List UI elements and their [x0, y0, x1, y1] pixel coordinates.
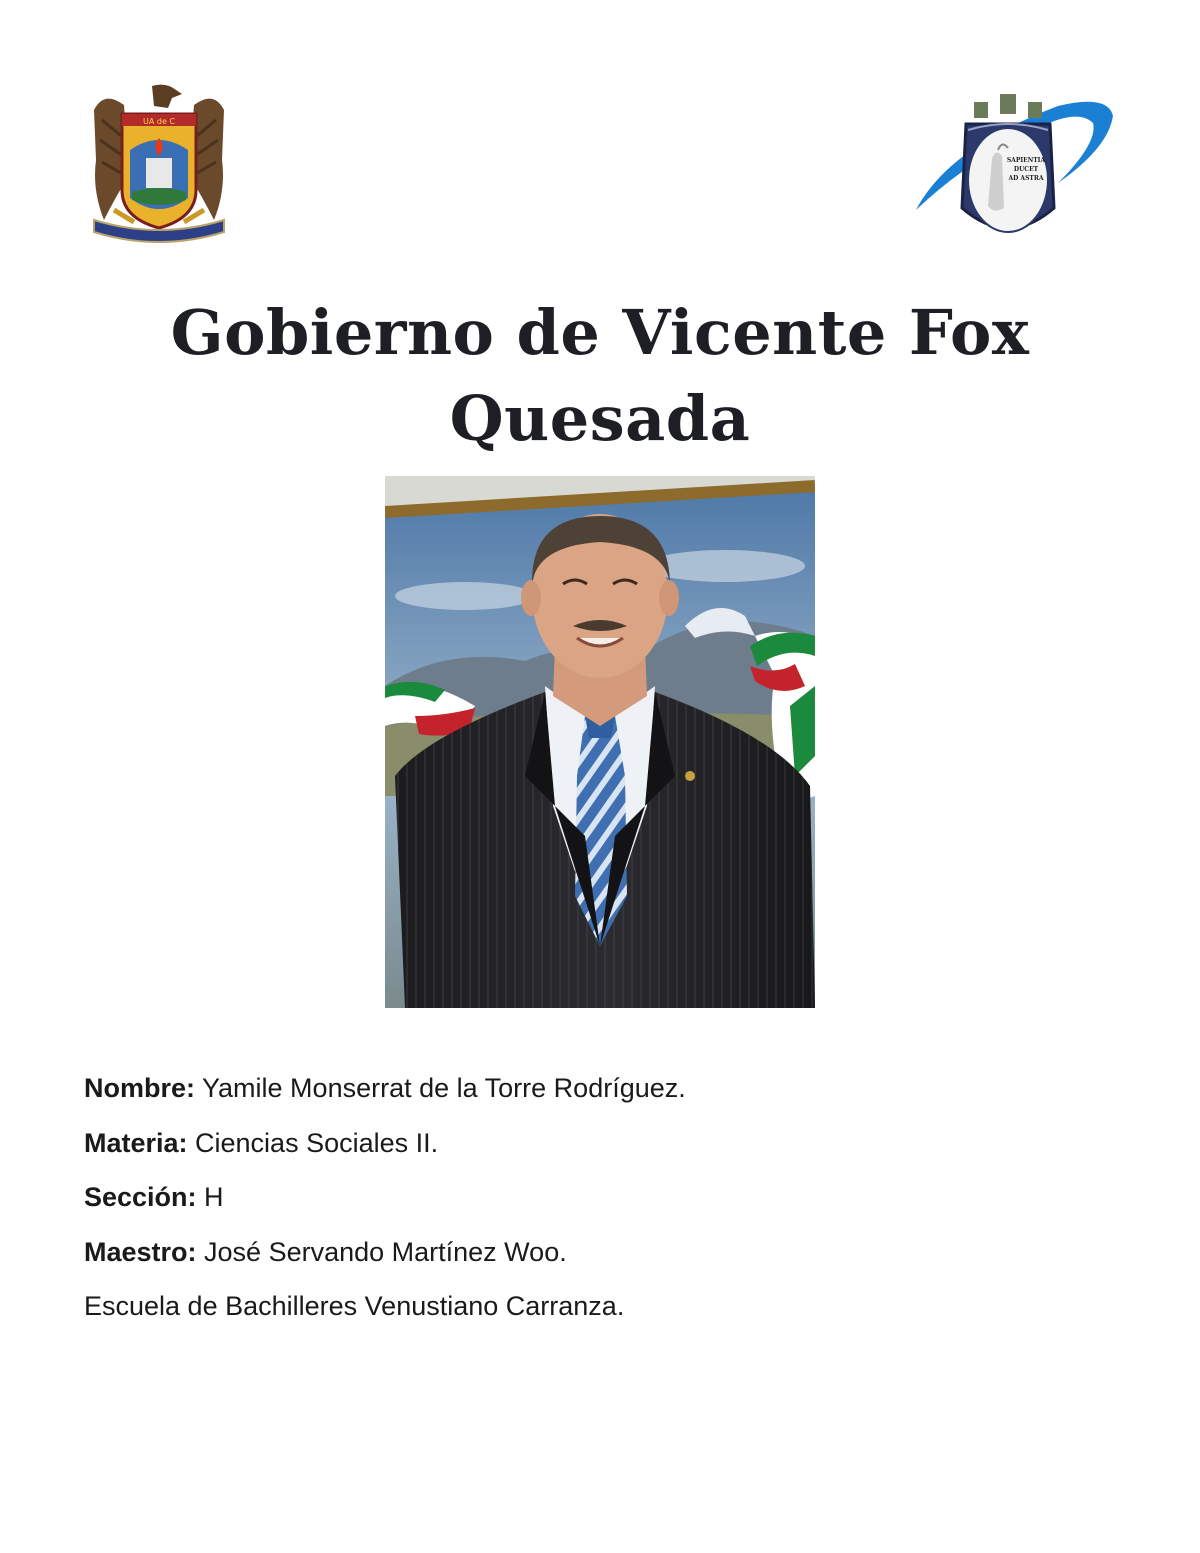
uadec-eagle-crest-icon — [84, 80, 234, 250]
svg-text:SAPIENTIA: SAPIENTIA — [1006, 157, 1046, 164]
info-nombre — [84, 1068, 1124, 1123]
portrait-photo — [385, 476, 815, 1008]
svg-text:AD ASTRA: AD ASTRA — [1008, 175, 1044, 182]
title-line-1: Gobierno de Vicente Fox — [170, 296, 1030, 369]
svg-text:DUCET: DUCET — [1013, 166, 1039, 173]
nombre-label: Nombre: — [84, 1073, 196, 1103]
student-info — [84, 1068, 1124, 1341]
info-escuela: Escuela de Bachilleres Venustiano Carranza. — [84, 1291, 625, 1321]
maestro-label: Maestro: — [84, 1236, 197, 1267]
materia-label: Materia: — [84, 1127, 188, 1158]
school-shield-crest-icon — [908, 88, 1118, 248]
title-line-2: Quesada — [449, 382, 751, 455]
info-maestro — [84, 1232, 1124, 1287]
info-materia — [84, 1123, 1124, 1178]
svg-text:UA de C: UA de C — [143, 117, 175, 126]
seccion-value: H — [196, 1182, 224, 1212]
seccion-label: Sección: — [84, 1182, 197, 1212]
maestro-value: José Servando Martínez Woo. — [196, 1236, 567, 1267]
nombre-value: Yamile Monserrat de la Torre Rodríguez. — [195, 1073, 686, 1103]
info-seccion — [84, 1177, 1124, 1232]
materia-value: Ciencias Sociales II. — [187, 1127, 439, 1158]
page-title — [100, 290, 1100, 462]
